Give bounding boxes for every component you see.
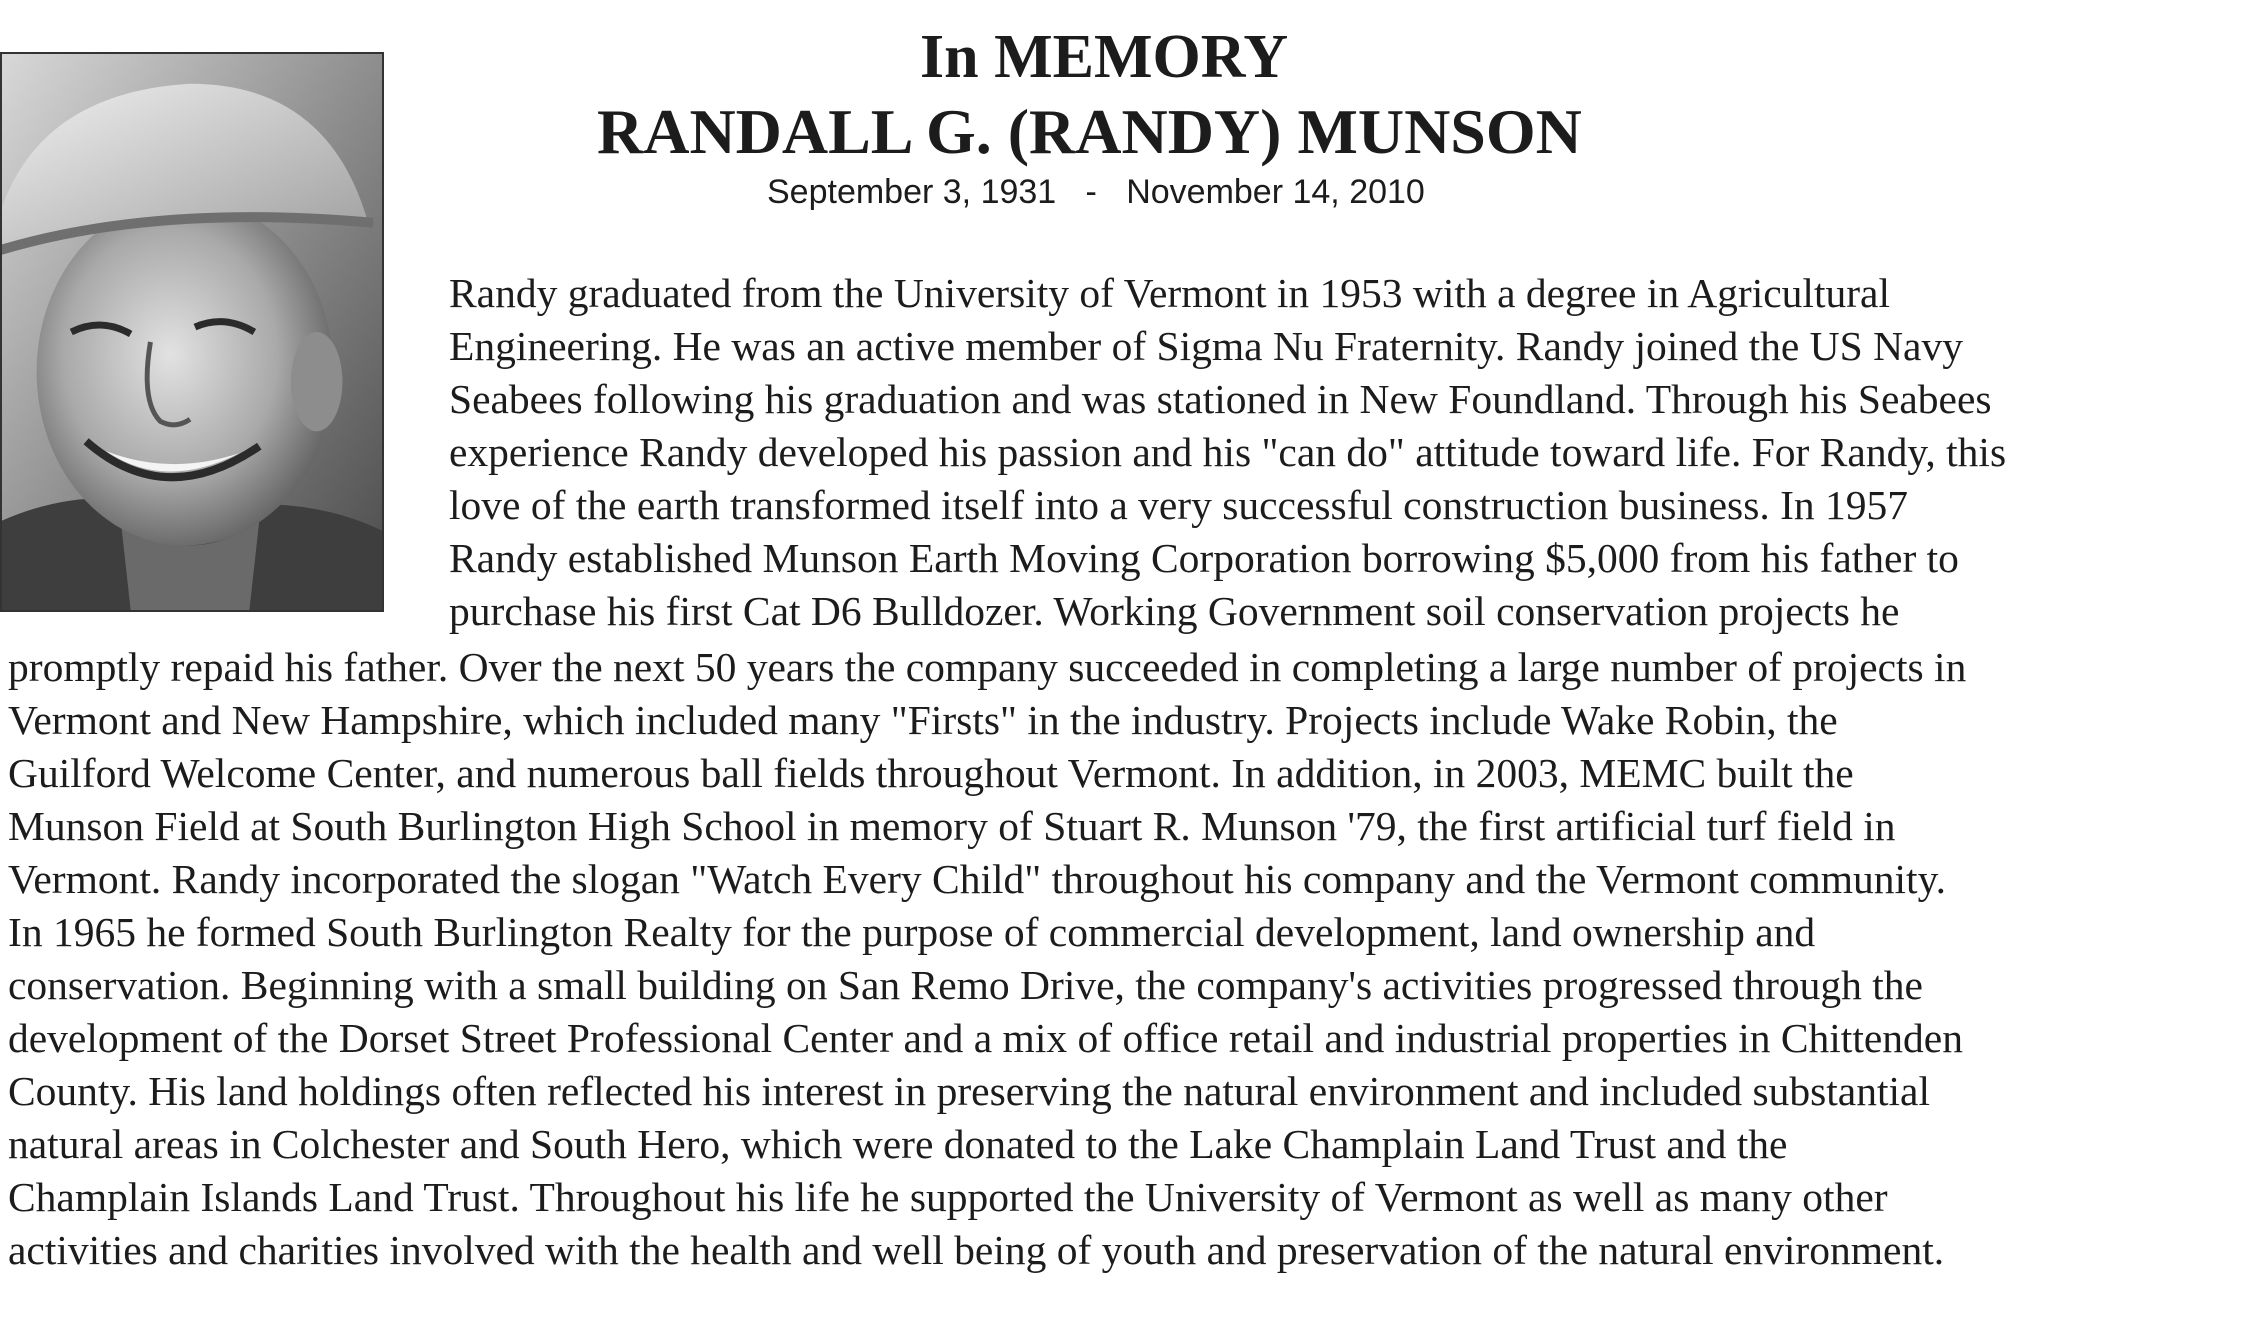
date-separator: - xyxy=(1085,173,1097,211)
body-line-18: Champlain Islands Land Trust. Throughout his life he supported the University of Vermont as well as many other xyxy=(8,1174,1888,1220)
body-line-7: purchase his first Cat D6 Bulldozer. Working Government soil conservation projects he xyxy=(449,588,1900,634)
body-line-6: Randy established Munson Earth Moving Corporation borrowing $5,000 from his father to xyxy=(449,535,1959,581)
body-line-12: Vermont. Randy incorporated the slogan "Watch Every Child" throughout his company and the Vermont community. xyxy=(8,856,1947,902)
body-line-10: Guilford Welcome Center, and numerous ball fields throughout Vermont. In addition, in 2003, MEMC built the xyxy=(8,750,1854,796)
birth-date: September 3, 1931 xyxy=(767,173,1057,211)
body-line-4: experience Randy developed his passion and his "can do" attitude toward life. For Randy, this xyxy=(449,429,2007,475)
life-dates xyxy=(767,172,1425,212)
memorial-name: RANDALL G. (RANDY) MUNSON xyxy=(597,96,1582,167)
portrait-photo xyxy=(0,52,384,612)
body-line-9: Vermont and New Hampshire, which included many "Firsts" in the industry. Projects include Wake Robin, the xyxy=(8,697,1838,743)
body-line-19: activities and charities involved with the health and well being of youth and preservation of the natural environment. xyxy=(8,1227,1945,1273)
body-line-16: County. His land holdings often reflected his interest in preserving the natural environment and included substantial xyxy=(8,1068,1930,1114)
body-line-13: In 1965 he formed South Burlington Realty for the purpose of commercial development, land ownership and xyxy=(8,909,1816,955)
body-line-8: promptly repaid his father. Over the next 50 years the company succeeded in completing a large number of projects in xyxy=(8,644,1967,690)
body-line-15: development of the Dorset Street Professional Center and a mix of office retail and industrial properties in Chittenden xyxy=(8,1015,1963,1061)
body-line-14: conservation. Beginning with a small building on San Remo Drive, the company's activities progressed through the xyxy=(8,962,1923,1008)
body-line-2: Engineering. He was an active member of Sigma Nu Fraternity. Randy joined the US Navy xyxy=(449,323,1963,369)
portrait-illustration xyxy=(2,54,382,610)
body-line-1: Randy graduated from the University of Vermont in 1953 with a degree in Agricultural xyxy=(449,270,1891,316)
body-line-11: Munson Field at South Burlington High School in memory of Stuart R. Munson '79, the first artificial turf field in xyxy=(8,803,1896,849)
death-date: November 14, 2010 xyxy=(1126,173,1425,211)
in-memory-heading: In MEMORY xyxy=(920,23,1289,91)
body-line-17: natural areas in Colchester and South Hero, which were donated to the Lake Champlain Land Trust and the xyxy=(8,1121,1788,1167)
body-line-5: love of the earth transformed itself into a very successful construction business. In 1957 xyxy=(449,482,1909,528)
body-line-3: Seabees following his graduation and was stationed in New Foundland. Through his Seabees xyxy=(449,376,1992,422)
